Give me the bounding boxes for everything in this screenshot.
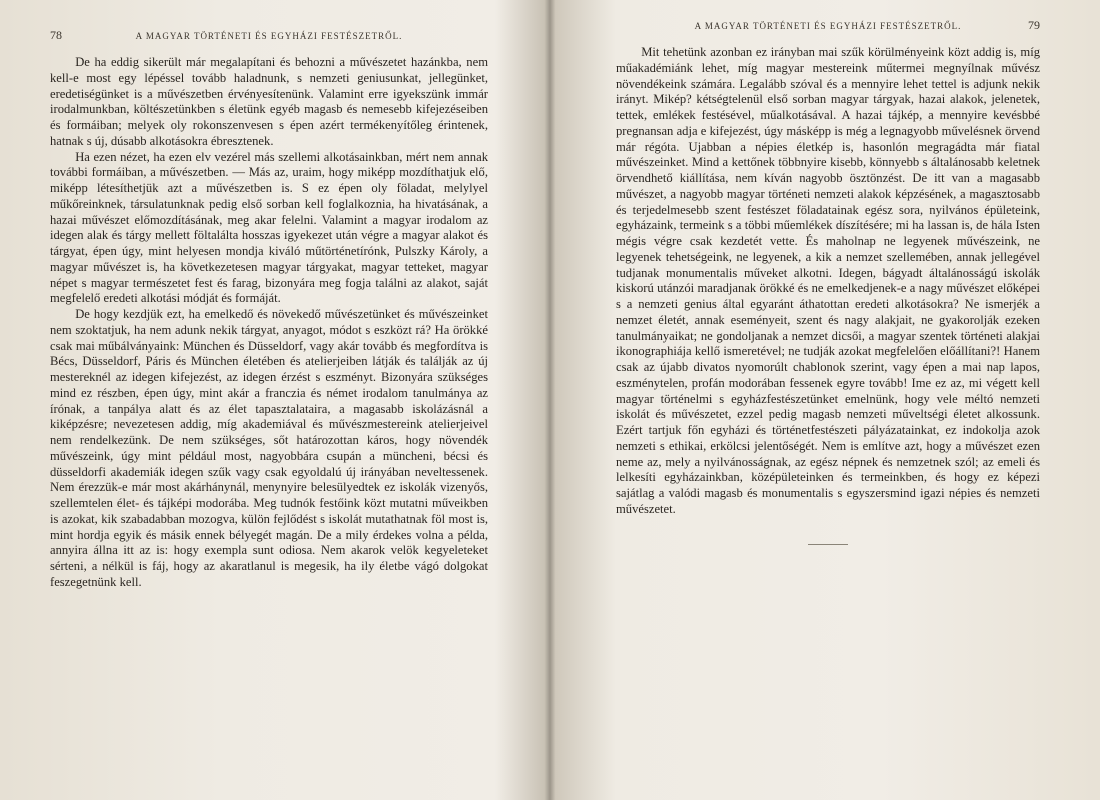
paragraph: Ha ezen nézet, ha ezen elv vezérel más szellemi alkotásainkban, mért nem annak további formáiban, a művészetben. — Más az, uraim, hogy miképp mozdíthatjuk elő, miképp létesíthetjük azt a művészetben is. S ez épen oly föladat, melylyel műkőreinknek, társulatunknak pedig első sorban kell foglalkoznia, ha hivatásának, a hazai művészet előmozdításának, meg akar felelni. Valamint a magyar irodalom az idegen alak és tárgy mellett föltalálta hosszas igyekezet után végre a magyar alakot és tárgyat, épen úgy, mint helyesen mondja kiváló műtörténetírónk, Pulszky Károly, a magyar művészet is, ha következetesen magyar tárgyakat, magyar tetteket, magyar népet s magyar természetet fest és farag, bizonyára meg fogja találni az alakot, saját megfelelő eredeti alkotási módját és formáját. [50, 149, 488, 306]
paragraph: De ha eddig sikerült már megalapítani és behozni a művészetet hazánkba, nem kell-e most egy lépéssel tovább haladnunk, s nemzeti geniusunkat, jellegünket, eredetiségünket is a művészetben érvényesítenünk. Valamint erre igyekszünk immár irodalmunkban, költészetünkben s életünk egyéb magasb és nemesebb kifejezéseiben és formáiban; melyek oly rokonszenvesen s épen azért termékenyítőleg érintenek, hatnak s új, dúsabb alkotásokra ébresztenek. [50, 55, 488, 148]
running-head-left: A MAGYAR TÖRTÉNETI ÉS EGYHÁZI FESTÉSZETRŐL. [135, 31, 403, 41]
left-page-text [50, 55, 488, 591]
page-number-left: 78 [50, 28, 62, 42]
paragraph: Mit tehetünk azonban ez irányban mai szűk körülményeink közt addig is, míg műakadémiánk lehet, míg magyar mestereink műtermei megnyílnak művész növendékeink számára. Legalább szóval és a mennyire lehet tettel is adjunk nekik irányt. Mikép? kétségtelenül első sorban magyar tárgyak, hazai alakok, jelenetek, tettek, emlékek festésével, műalkotásával. A hazai tájkép, a mennyire kevésbbé pregnansan adja e kifejezést, úgy másképp is még a legnagyobb művelésnek örvend már régóta. Ujabban a népies életkép is, hasonlón megragádta már fiatal művészeinket. Mind a kettőnek többnyire kisebb, könnyebb s általánosabb keletnek örvendhető kiállítása, nem kíván nagyobb ösztönzést. De itt van a magasabb művészet, a nagyobb magyar történeti nemzeti alakok képzésének, a magasztosabb és terjedelmesebb szent festészet föladatainak egész sora, nyilvános épületeink, egyházaink, termeink s a többi műemlékek díszítésére; mi ha lassan is, de hála Isten mégis végre csak kezdetét vette. És maholnap ne legyenek művészeink, ne legyenek tehetségeink, ne legyenek, a kik a nemzet szellemében, annak jellegével tudjanak monumentalis műveket alkotni. Idegen, bágyadt általánosságú iskolák kiskorú utánzói maradjanak örökké és ne emelkedjenek-e a nagy művészet előképei s a nemzeti genius által egyaránt áthatottan eredeti alkotásokra? Ne ismerjék a nemzet életét, annak eseményeit, szent és nagy alakjait, ne gyakorolják ezeken tanulmányaikat; ne gondoljanak a nemzet dicsői, a magyar szentek történeti alakjai ikonographiája kellő ismeretével; ne tudják azokat megfelelően előállítani?! Hanem csak az újabb divatos nyomorúlt chablonok szerint, vagy épen a mai nap lapos, eszménytelen, profán modorában fessenek egyre tovább! Ime ez az, mi végett kell magyar történelmi s egyházfestészetünket emelnünk, hogy vele méltó nemzeti iskolát és művészetet, ezzel pedig magasb nemzeti műveltségi életet alkossunk. Ezért tartjuk főn egyházi és történetfestészeti pályázatainkat, ez indokolja azok nemzeti s ethikai, erkölcsi jelentőségét. Nem is említve azt, hogy a művészet ezen neme az, mely a nyilvánosságnak, az egész népnek és nemzetnek szól; az emeli és lelkesíti egyházainkban, középületeinken és termeinkben, és hogy ez képezi sajátlag a valódi magasb és monumentalis s egyszersmind igazi népies és nemzeti művészetet. [616, 45, 1040, 516]
left-page-header [50, 28, 488, 43]
right-page-header [616, 18, 1040, 33]
right-page [550, 0, 1100, 800]
paragraph: De hogy kezdjük ezt, ha emelkedő és növekedő művészetünket és művészeinket nem szoktatjuk, ha nem adunk nekik tárgyat, anyagot, módot s eszközt rá? Ha örökké csak mai műbálványaink: München és Düsseldorf, vagy akár tovább és megfordítva is Bécs, Düsseldorf, Páris és München életében és atelierjeiben látják és találják az új mestereknél az idegen kifejezést, az idegen érzést s eszményt. Bizonyára szükséges mind ez részben, épen úgy, mint akár a franczia és német irodalom tanulmánya az írónak, a tanpálya alatt és az élet tapasztalataira, a magasabb iskolázásnál a kiképzésre; nevezetesen addig, míg akademiával és művészmestereink atelierjeivel nem rendelkezünk. De nem szükséges, sőt határozottan káros, hogy növendék művészeink, úgy mint például most, nagyobbára csupán a müncheni, bécsi és düsseldorfi akademiák idegen szűk vagy csak egyoldalú új irányában neveltessenek. Nem érezzük-e már most akárhánynál, menynyire belesülyedtek ez iskolák vizenyős, szellemtelen élet- és tájképi modorába. Meg tudnók festőink közt mutatni műveikben is azokat, kik szabadabban mozogva, külön fejlődést s iskolát mutathatnak föl most is, mint hordja egyik és másik ennek bélyegét magán. De a mily érdekes volna a példa, annyira állna itt az is: hogy exempla sunt odiosa. Nem akarok velök kegyeleteket sérteni, a nélkül is fáj, hogy az akaratlanul is megesik, ha ily életbe vágó dolgokat feszegetnünk kell. [50, 307, 488, 589]
page-number-right: 79 [1027, 18, 1040, 32]
end-rule [808, 544, 848, 545]
running-head-right: A MAGYAR TÖRTÉNETI ÉS EGYHÁZI FESTÉSZETRŐL. [694, 21, 962, 31]
right-page-text [616, 45, 1040, 518]
